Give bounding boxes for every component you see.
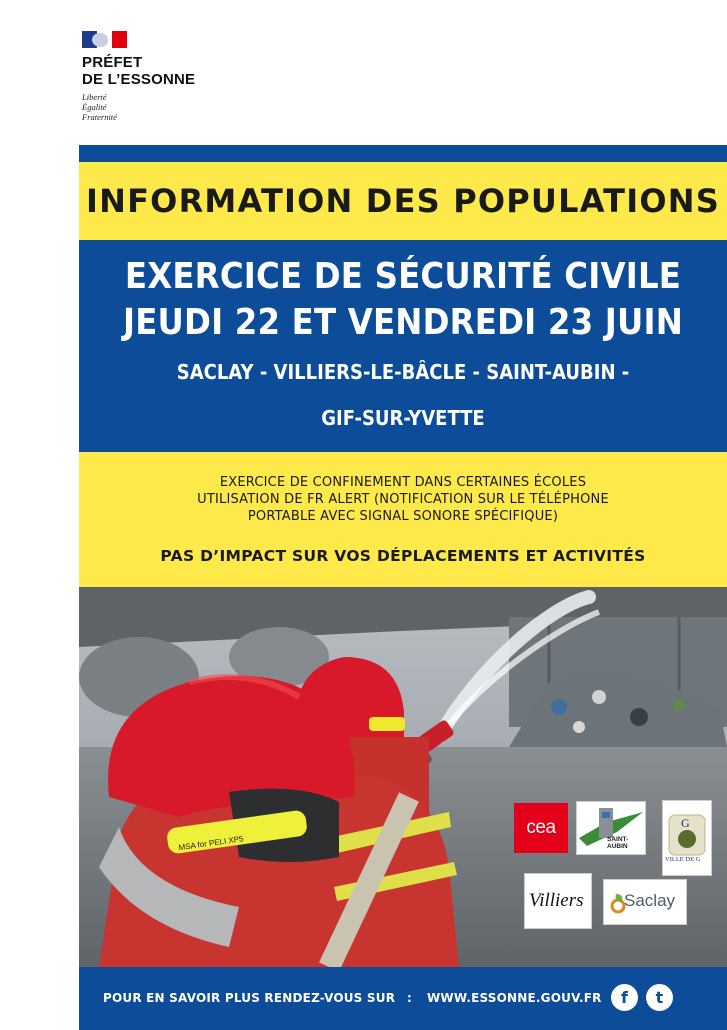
details-line-1: EXERCICE DE CONFINEMENT DANS CERTAINES ÉCOLES bbox=[219, 475, 587, 490]
prefet-title: PRÉFET bbox=[82, 54, 143, 71]
republic-motto bbox=[82, 92, 222, 122]
website-link[interactable]: WWW.ESSONNE.GOUV.FR bbox=[427, 991, 602, 1005]
exercise-dates: JEUDI 22 ET VENDREDI 23 JUIN bbox=[122, 302, 684, 343]
poster-panel bbox=[79, 145, 727, 1030]
towns-line-1: SACLAY - VILLIERS-LE-BÂCLE - SAINT-AUBIN - bbox=[176, 360, 630, 384]
details-description bbox=[79, 474, 727, 525]
cea-logo: cea bbox=[514, 803, 568, 853]
motto-liberte: Liberté bbox=[82, 92, 107, 102]
svg-text:G: G bbox=[681, 816, 690, 830]
footer-lead-text: POUR EN SAVOIR PLUS RENDEZ-VOUS SUR bbox=[103, 991, 396, 1005]
saclay-logo: Saclay bbox=[603, 879, 687, 925]
firefighters-photo bbox=[79, 587, 727, 967]
towns-line-2: GIF-SUR-YVETTE bbox=[321, 406, 485, 430]
helmet-lamp-label: MSA for PELI XP5 bbox=[178, 834, 244, 853]
info-band bbox=[79, 162, 727, 240]
ville-de-gif-logo: G VILLE DE G bbox=[662, 800, 712, 876]
exercise-title: EXERCICE DE SÉCURITÉ CIVILE bbox=[124, 256, 682, 297]
facebook-icon[interactable]: f bbox=[611, 984, 638, 1011]
twitter-icon[interactable]: t bbox=[646, 984, 673, 1011]
exercise-band bbox=[79, 240, 727, 452]
footer-band bbox=[79, 967, 727, 1030]
impact-notice: PAS D’IMPACT SUR VOS DÉPLACEMENTS ET ACTIVITÉS bbox=[160, 547, 646, 565]
top-blue-strip bbox=[79, 145, 727, 162]
villiers-le-bacle-logo: Villiers bbox=[524, 873, 592, 929]
footer-separator: : bbox=[407, 991, 412, 1005]
details-line-3: PORTABLE AVEC SIGNAL SONORE SPÉCIFIQUE) bbox=[247, 509, 559, 524]
motto-fraternite: Fraternité bbox=[82, 112, 117, 122]
prefet-department: DE L’ESSONNE bbox=[82, 71, 196, 88]
prefecture-logo bbox=[82, 31, 222, 122]
details-line-2: UTILISATION DE FR ALERT (NOTIFICATION SUR LE TÉLÉPHONE bbox=[197, 492, 609, 507]
marianne-flag-icon bbox=[82, 31, 127, 48]
details-band bbox=[79, 452, 727, 587]
motto-egalite: Égalité bbox=[82, 102, 107, 112]
saint-aubin-logo: SAINT-AUBIN bbox=[576, 801, 646, 855]
info-title: INFORMATION DES POPULATIONS bbox=[86, 182, 720, 220]
gif-crest-icon bbox=[663, 801, 711, 861]
